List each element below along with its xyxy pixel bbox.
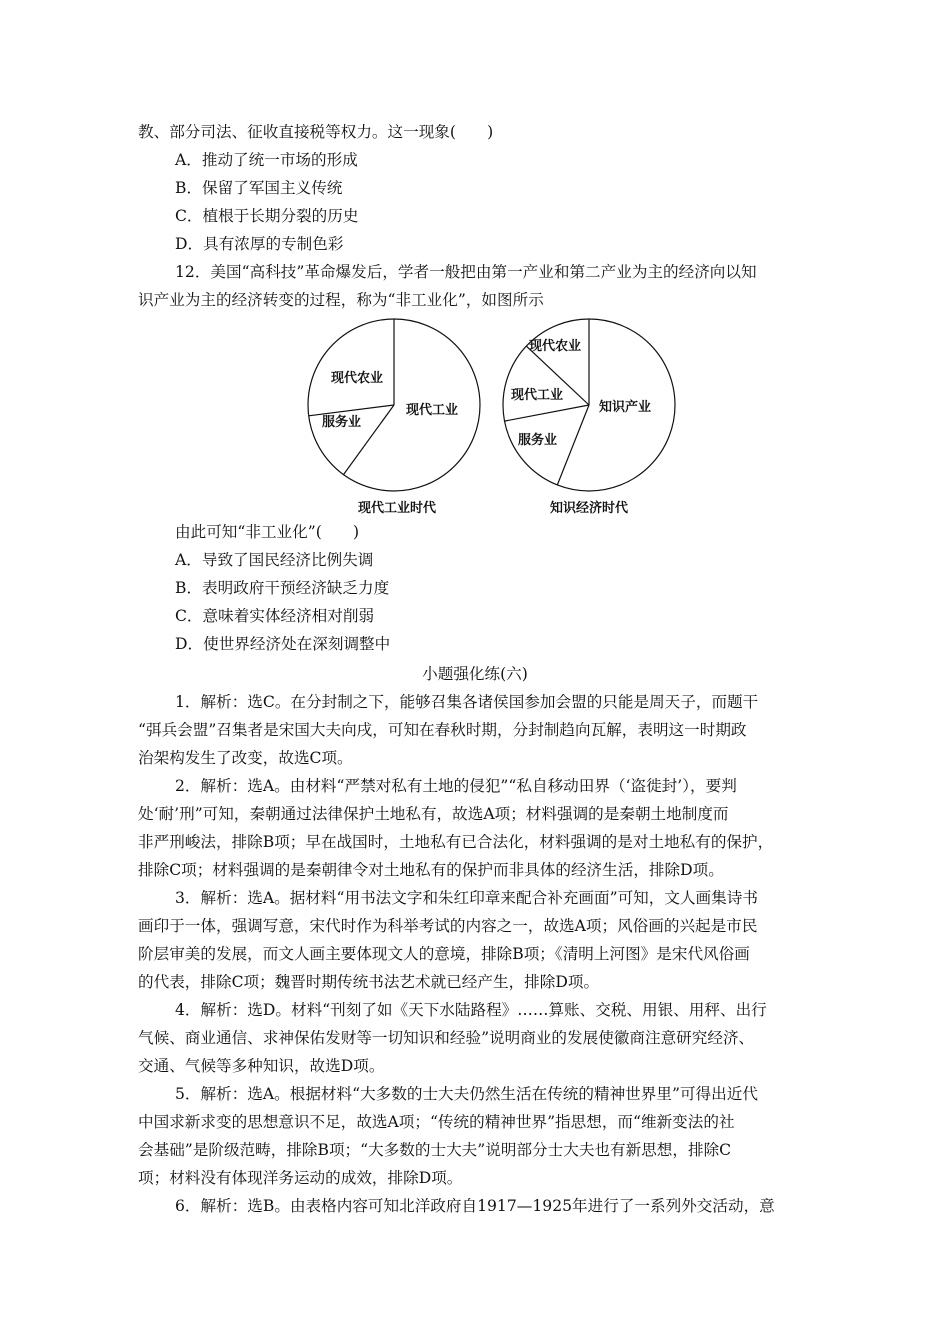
answer-line: 3．解析：选A。据材料“用书法文字和朱红印章来配合补充画面”可知，文人画集诗书 [175, 889, 758, 907]
answer-line: 画印于一体，强调写意，宋代时作为科举考试的内容之一，故选A项；风俗画的兴起是市民 [138, 917, 758, 935]
pie1-label-modern-industry: 现代工业 [406, 403, 459, 418]
q11-option-c: C．植根于长期分裂的历史 [175, 207, 359, 225]
answer-line: 中国求新求变的思想意识不足，故选A项；“传统的精神世界”指思想，而“维新变法的社 [138, 1113, 735, 1131]
pie1-label-modern-agriculture: 现代农业 [331, 371, 384, 386]
answer-line: 排除C项；材料强调的是秦朝律令对土地私有的保护而非具体的经济生活，排除D项。 [138, 861, 724, 879]
q12-option-c: C．意味着实体经济相对削弱 [175, 607, 375, 625]
answer-line: 气候、商业通信、求神保佑发财等一切知识和经验”说明商业的发展使徽商注意研究经济、 [138, 1029, 755, 1047]
answers-heading: 小题强化练(六) [422, 665, 528, 683]
q12-option-d: D．使世界经济处在深刻调整中 [175, 635, 391, 653]
answer-line: 治架构发生了改变，故选C项。 [138, 749, 353, 767]
pie2-label-modern-agriculture: 现代农业 [529, 339, 582, 354]
q11-option-d: D．具有浓厚的专制色彩 [175, 235, 344, 253]
q12-question: 由此可知“非工业化”( ) [175, 523, 360, 541]
pie2-label-service: 服务业 [518, 433, 558, 448]
pie2-slice-boundary [557, 405, 589, 485]
answer-line: 5．解析：选A。根据材料“大多数的士大夫仍然生活在传统的精神世界里”可得出近代 [175, 1085, 758, 1103]
pie1-label-service: 服务业 [322, 415, 362, 430]
answer-line: 项；材料没有体现洋务运动的成效，排除D项。 [138, 1169, 463, 1187]
answer-line: 阶层审美的发展，而文人画主要体现文人的意境，排除B项；《清明上河图》是宋代风俗画 [138, 945, 750, 963]
q12-option-b: B．表明政府干预经济缺乏力度 [175, 579, 390, 597]
pie2-label-knowledge-industry: 知识产业 [599, 400, 652, 415]
q11-option-b: B．保留了军国主义传统 [175, 179, 343, 197]
q12-option-a: A．导致了国民经济比例失调 [175, 551, 374, 569]
q12-stem-line1: 12．美国“高科技”革命爆发后，学者一般把由第一产业和第二产业为主的经济向以知 [175, 263, 757, 281]
answer-line: 非严刑峻法，排除B项；早在战国时，土地私有已合法化，材料强调的是对土地私有的保护， [138, 833, 774, 851]
pie2-slice-boundary [505, 405, 590, 421]
q12-stem-line2: 识产业为主的经济转变的过程，称为“非工业化”，如图所示 [138, 291, 544, 309]
answer-line: 6．解析：选B。由表格内容可知北洋政府自1917—1925年进行了一系列外交活动，意 [175, 1197, 775, 1215]
answer-line: 4．解析：选D。材料“刊刻了如《天下水陆路程》……算账、交税、用银、用秤、出行 [175, 1001, 767, 1019]
answer-line: 处‘耐’刑”可知，秦朝通过法律保护土地私有，故选A项；材料强调的是秦朝土地制度而 [138, 805, 729, 823]
q11-option-a: A．推动了统一市场的形成 [175, 151, 358, 169]
answer-line: 1．解析：选C。在分封制之下，能够召集各诸侯国参加会盟的只能是周天子，而题干 [175, 693, 759, 711]
pie-charts-figure [300, 318, 690, 524]
answer-line: 交通、气候等多种知识，故选D项。 [138, 1057, 385, 1075]
pie2-title: 知识经济时代 [550, 501, 629, 516]
answer-line: 的代表，排除C项；魏晋时期传统书法艺术就已经产生，排除D项。 [138, 973, 600, 991]
answer-line: 2．解析：选A。由材料“严禁对私有土地的侵犯”“私自移动田界（‘盗徙封’），要判 [175, 777, 737, 795]
q11-stem-tail: 教、部分司法、征收直接税等权力。这一现象( ) [138, 123, 494, 141]
answer-line: “弭兵会盟”召集者是宋国大夫向戌，可知在春秋时期，分封制趋向瓦解，表明这一时期政 [138, 721, 747, 739]
pie2-label-modern-industry: 现代工业 [511, 388, 564, 403]
answer-line: 会基础”是阶级范畴，排除B项；“大多数的士大夫”说明部分士大夫也有新思想，排除C [138, 1141, 732, 1159]
pie1-title: 现代工业时代 [358, 501, 437, 516]
